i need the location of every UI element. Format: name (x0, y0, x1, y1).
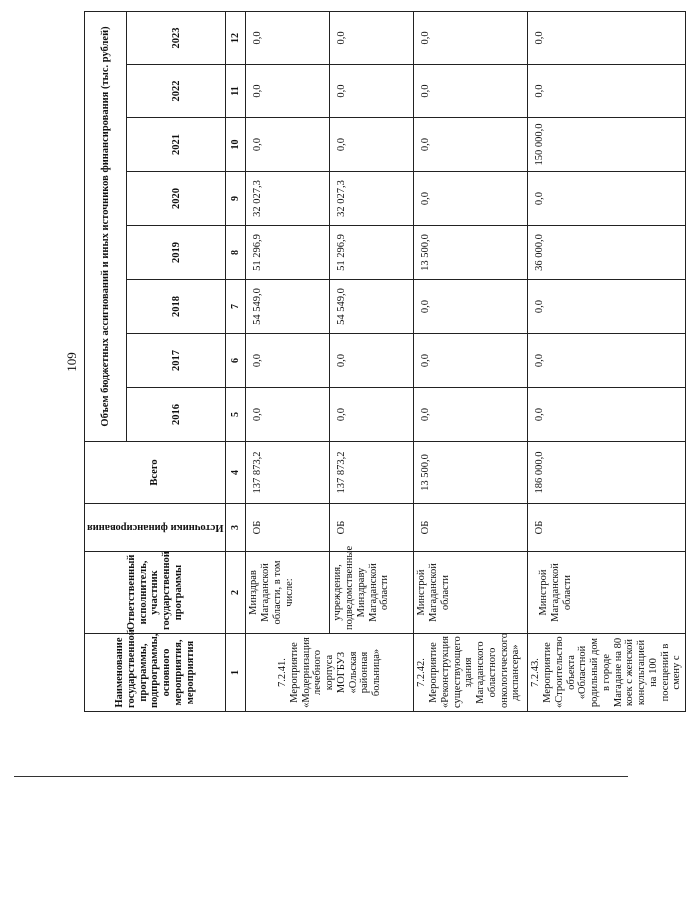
value-cell: 0,0 (414, 65, 528, 118)
value-cell: 0,0 (330, 388, 414, 442)
column-number: 9 (226, 172, 246, 226)
source-cell: ОБ (414, 504, 528, 552)
column-number: 11 (226, 65, 246, 118)
total-cell: 137 873,2 (246, 442, 330, 504)
value-cell: 51 296,9 (246, 226, 330, 280)
value-cell: 32 027,3 (330, 172, 414, 226)
value-cell: 0,0 (246, 65, 330, 118)
header-year: 2020 (127, 172, 226, 226)
value-cell: 0,0 (414, 11, 528, 64)
value-cell: 0,0 (246, 334, 330, 388)
header-executor: Ответственный исполнитель, участник государственной программы (85, 552, 226, 634)
column-number: 1 (226, 634, 246, 712)
value-cell: 0,0 (414, 172, 528, 226)
column-number: 5 (226, 388, 246, 442)
source-cell: ОБ (330, 504, 414, 552)
value-cell: 0,0 (414, 280, 528, 334)
value-cell: 0,0 (528, 334, 686, 388)
value-cell: 0,0 (528, 11, 686, 64)
header-year: 2019 (127, 226, 226, 280)
value-cell: 54 549,0 (330, 280, 414, 334)
measure-cell: 7.2.43. Мероприятие «Строительство объекта «Областной родильный дом в городе Магадане на 80 коек с женской консультацией на 100 посещений в смену с (528, 634, 686, 712)
source-cell: ОБ (246, 504, 330, 552)
header-row-group (85, 11, 127, 711)
value-cell: 0,0 (528, 65, 686, 118)
value-cell: 54 549,0 (246, 280, 330, 334)
source-cell: ОБ (528, 504, 686, 552)
header-year: 2023 (127, 11, 226, 64)
table-row (528, 11, 686, 711)
column-number: 7 (226, 280, 246, 334)
header-source-text: Источники финансирования (87, 522, 224, 534)
value-cell: 0,0 (330, 11, 414, 64)
value-cell: 0,0 (528, 280, 686, 334)
value-cell: 0,0 (330, 334, 414, 388)
value-cell: 36 000,0 (528, 226, 686, 280)
value-cell: 32 027,3 (246, 172, 330, 226)
rotated-content (60, 12, 683, 712)
financing-table (84, 11, 686, 712)
value-cell: 13 500,0 (414, 226, 528, 280)
table-row (414, 11, 528, 711)
total-cell: 13 500,0 (414, 442, 528, 504)
executor-cell: Минздрав Магаданской области, в том числе: (246, 552, 330, 634)
column-number: 10 (226, 118, 246, 172)
header-source (85, 504, 226, 552)
header-group: Объем бюджетных ассигнований и иных источников финансирования (тыс. рублей) (85, 11, 127, 441)
header-year: 2021 (127, 118, 226, 172)
column-number: 4 (226, 442, 246, 504)
column-number: 3 (226, 504, 246, 552)
total-cell: 137 873,2 (330, 442, 414, 504)
measure-cell: 7.2.42. Мероприятие «Реконструкция существующего здания Магаданского областного онкологического диспансера» (414, 634, 528, 712)
header-year: 2016 (127, 388, 226, 442)
header-year: 2017 (127, 334, 226, 388)
total-cell: 186 000,0 (528, 442, 686, 504)
table-row (330, 11, 414, 711)
column-numbers-row (226, 11, 246, 711)
column-number: 6 (226, 334, 246, 388)
column-number: 8 (226, 226, 246, 280)
header-measure: Наименование государственной программы, подпрограммы, основного мероприятия, мероприятия (85, 634, 226, 712)
value-cell: 0,0 (330, 118, 414, 172)
value-cell: 150 000,0 (528, 118, 686, 172)
header-year: 2018 (127, 280, 226, 334)
header-year: 2022 (127, 65, 226, 118)
value-cell: 0,0 (414, 334, 528, 388)
table-row (246, 11, 330, 711)
column-number: 12 (226, 11, 246, 64)
value-cell: 0,0 (246, 118, 330, 172)
value-cell: 0,0 (414, 388, 528, 442)
executor-cell: учреждения, подведомственные Минздраву Магаданской области (330, 552, 414, 634)
executor-cell: Минстрой Магаданской области (414, 552, 528, 634)
header-total: Всего (85, 442, 226, 504)
value-cell: 0,0 (246, 388, 330, 442)
page-number: 109 (64, 352, 79, 372)
column-number: 2 (226, 552, 246, 634)
executor-cell: Минстрой Магаданской области (528, 552, 686, 634)
value-cell: 0,0 (414, 118, 528, 172)
value-cell: 0,0 (330, 65, 414, 118)
measure-cell: 7.2.41. Мероприятие «Модернизация лечебного корпуса МОГБУЗ «Ольская районная больница» (246, 634, 414, 712)
page-rule (14, 776, 628, 777)
value-cell: 0,0 (246, 11, 330, 64)
value-cell: 51 296,9 (330, 226, 414, 280)
value-cell: 0,0 (528, 172, 686, 226)
value-cell: 0,0 (528, 388, 686, 442)
